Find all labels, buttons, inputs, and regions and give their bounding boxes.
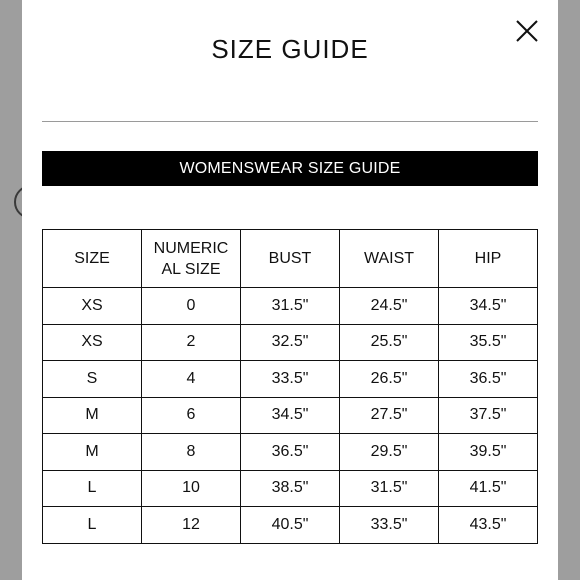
cell-bust: 40.5" xyxy=(241,507,340,544)
size-guide-modal xyxy=(22,0,558,580)
cell-bust: 33.5" xyxy=(241,361,340,398)
cell-size: M xyxy=(43,397,142,434)
cell-size: S xyxy=(43,361,142,398)
size-table xyxy=(42,229,538,544)
cell-hip: 37.5" xyxy=(439,397,538,434)
table-row xyxy=(43,324,538,361)
cell-waist: 25.5" xyxy=(340,324,439,361)
cell-size: XS xyxy=(43,288,142,325)
header-size: SIZE xyxy=(43,230,142,288)
table-row xyxy=(43,434,538,471)
cell-waist: 24.5" xyxy=(340,288,439,325)
header-bust: BUST xyxy=(241,230,340,288)
cell-waist: 29.5" xyxy=(340,434,439,471)
cell-numerical: 8 xyxy=(142,434,241,471)
table-row xyxy=(43,470,538,507)
cell-hip: 41.5" xyxy=(439,470,538,507)
womenswear-banner xyxy=(42,151,538,186)
header-numerical-size: NUMERICAL SIZE xyxy=(142,230,241,288)
cell-waist: 31.5" xyxy=(340,470,439,507)
cell-hip: 36.5" xyxy=(439,361,538,398)
cell-waist: 33.5" xyxy=(340,507,439,544)
modal-title: SIZE GUIDE xyxy=(211,34,369,64)
cell-numerical: 10 xyxy=(142,470,241,507)
cell-hip: 39.5" xyxy=(439,434,538,471)
cell-bust: 38.5" xyxy=(241,470,340,507)
cell-bust: 31.5" xyxy=(241,288,340,325)
cell-hip: 35.5" xyxy=(439,324,538,361)
cell-hip: 43.5" xyxy=(439,507,538,544)
cell-bust: 34.5" xyxy=(241,397,340,434)
cell-numerical: 6 xyxy=(142,397,241,434)
cell-hip: 34.5" xyxy=(439,288,538,325)
table-header-row xyxy=(43,230,538,288)
table-row xyxy=(43,288,538,325)
cell-waist: 27.5" xyxy=(340,397,439,434)
banner-label: WOMENSWEAR SIZE GUIDE xyxy=(179,159,401,177)
cell-size: M xyxy=(43,434,142,471)
table-row xyxy=(43,361,538,398)
cell-numerical: 12 xyxy=(142,507,241,544)
cell-size: L xyxy=(43,470,142,507)
table-row xyxy=(43,507,538,544)
header-hip: HIP xyxy=(439,230,538,288)
cell-numerical: 2 xyxy=(142,324,241,361)
cell-numerical: 0 xyxy=(142,288,241,325)
header-waist: WAIST xyxy=(340,230,439,288)
title-divider xyxy=(42,121,538,122)
table-row xyxy=(43,397,538,434)
cell-waist: 26.5" xyxy=(340,361,439,398)
cell-size: L xyxy=(43,507,142,544)
cell-numerical: 4 xyxy=(142,361,241,398)
cell-bust: 36.5" xyxy=(241,434,340,471)
cell-size: XS xyxy=(43,324,142,361)
cell-bust: 32.5" xyxy=(241,324,340,361)
